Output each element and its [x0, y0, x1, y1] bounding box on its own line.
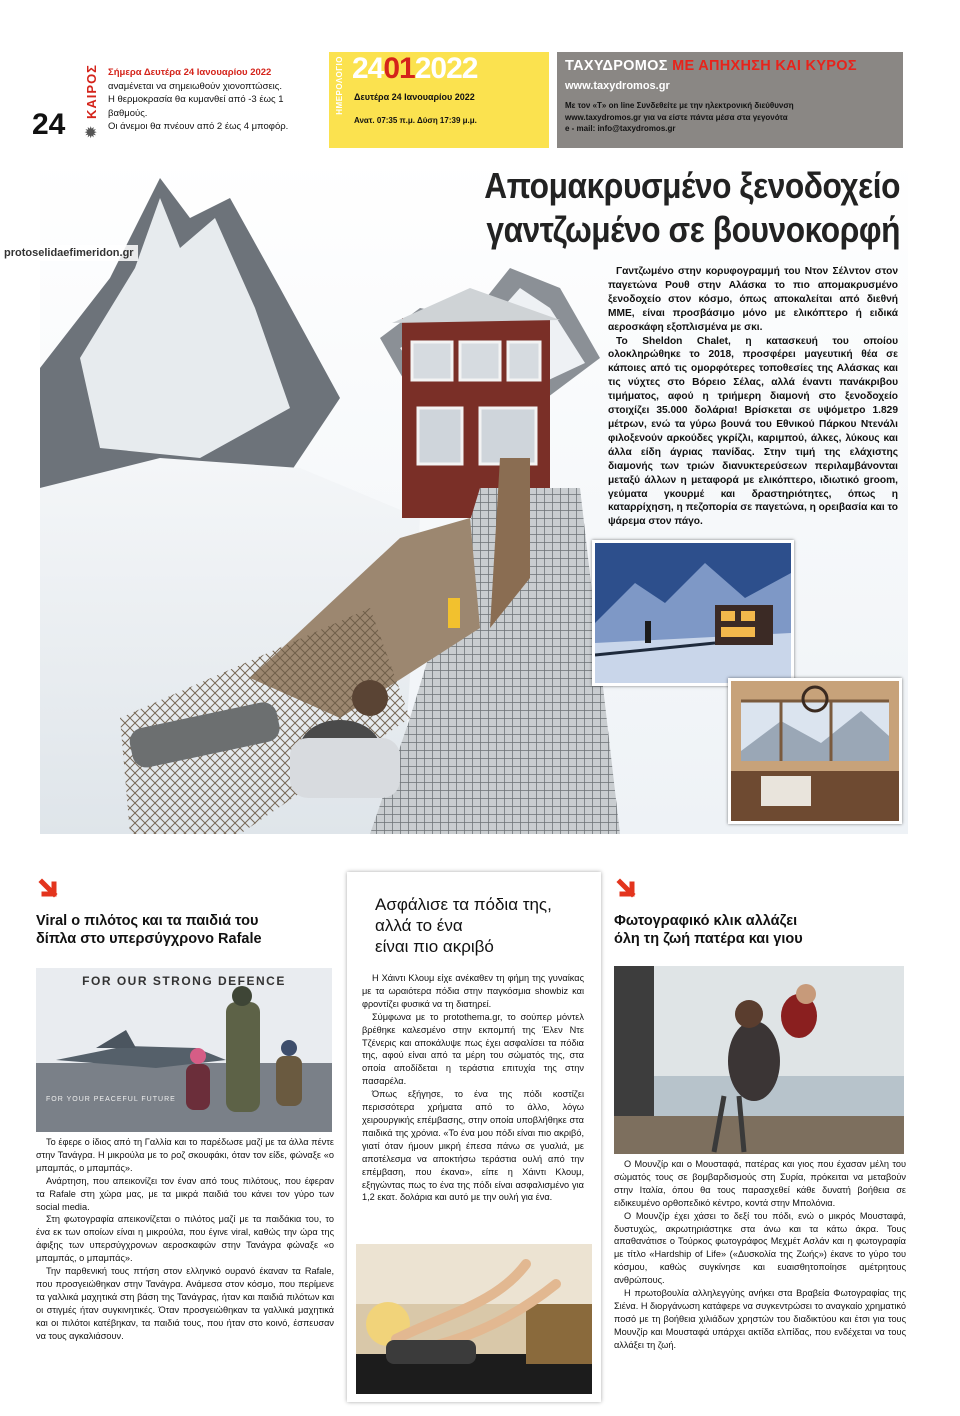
- hotel-interior-photo: [728, 678, 902, 824]
- calendar-day: Δευτέρα 24 Ιανουαρίου 2022: [354, 92, 475, 102]
- taxydromos-brand: ΤΑΧΥΔΡΟΜΟΣ: [565, 58, 668, 74]
- middle-title-line-1: Ασφάλισε τα πόδια της,: [375, 895, 552, 914]
- taxydromos-title: [565, 58, 857, 74]
- hotel-night-photo: [592, 540, 794, 686]
- father-son-photo: [614, 966, 904, 1154]
- page-number: 24: [32, 108, 66, 141]
- left-paragraph-4: Την παρθενική τους πτήση στον ελληνικό ουρανό έκαναν τα Rafale, που προσγειώθηκαν στην Τανάγρα. Ανάμεσα στον κόσμο, που περίμενε τα γαλλικά μαχητικά στη βάση της Τανάγρας, ήταν και παιδιά πιλότων και οι στιγμές ήταν συγκινητικές. Όταν προσγειώθηκαν τα γαλλικά μαχητικά και οι πιλότοι κατέβηκαν, τα παιδιά τους, που ήταν στο κοινό, έσπευσαν να τους αγκαλιάσουν.: [36, 1266, 334, 1341]
- main-headline-line-2: γαντζωμένο σε βουνοκορφή: [486, 209, 900, 250]
- calendar-date: [352, 52, 478, 86]
- taxydromos-line-3: e - mail: info@taxydromos.gr: [565, 124, 676, 133]
- middle-article-title: [375, 894, 595, 957]
- rafale-pilot-photo: [36, 968, 332, 1132]
- calendar-sunrise-sunset: Ανατ. 07:35 π.μ. Δύση 17:39 μ.μ.: [354, 116, 477, 125]
- weather-forecast: [108, 66, 318, 134]
- left-article-title: [36, 912, 332, 948]
- main-paragraph-1: Γαντζωμένο στην κορυφογραμμή του Ντον Σέλντον στον παγετώνα Ρουθ στην Αλάσκα το πιο απομακρυσμένο ξενοδοχείο στον κόσμο, όπως αποκαλείται από διεθνή ΜΜΕ, είναι προσβάσιμο μόνο με ελικόπτερο ή ειδικά αεροσκάφη εξοπλισμένα με σκι.: [608, 266, 898, 333]
- poster-bottom-text: FOR YOUR PEACEFUL FUTURE: [46, 1096, 176, 1103]
- taxydromos-slogan: ΜΕ ΑΠΗΧΗΣΗ ΚΑΙ ΚΥΡΟΣ: [672, 58, 857, 74]
- weather-label-text: ΚΑΙΡΟΣ: [84, 64, 99, 119]
- main-article-body: [608, 265, 898, 529]
- arrow-icon: [36, 876, 62, 902]
- sun-icon: ✹: [84, 124, 98, 142]
- heidi-klum-photo: [356, 1244, 592, 1394]
- watermark: protoselidaefimeridon.gr: [0, 245, 138, 261]
- middle-paragraph-3: Όπως εξήγησε, το ένα της πόδι κοστίζει περισσότερα χρήματα από το άλλο, λόγω χειρουργικής επέμβασης, στην οποία υποβλήθηκε στα παιδικά της χρόνια. «Το ένα μου πόδι είναι πιο ακριβό, γιατί όταν ήμουν μικρή έπεσα πάνω σε γυαλιά, με αποτέλεσμα να αποκτήσω τεράστια ουλή από την επέμβαση, που έκανα», είπε η Χάιντι Κλουμ, εξηγώντας πως το ένα της πόδι είναι ασφαλισμένο για 1,2 εκατ. δολάρια και αυτό με την ουλή για ένα.: [362, 1089, 584, 1203]
- taxydromos-url[interactable]: www.taxydromos.gr: [565, 80, 670, 92]
- weather-line-2: αναμένεται να σημειωθούν χιονοπτώσεις.: [108, 80, 283, 92]
- poster-top-text: FOR OUR STRONG DEFENCE: [82, 974, 286, 988]
- right-paragraph-2: Ο Μουνζίρ έχει χάσει το δεξί του πόδι, ενώ ο μικρός Μουσταφά, δυστυχώς, ακρωτηριάστηκε στα άνω και τα κάτω άκρα. Τους απαθανάτισε ο Τούρκος φωτογράφος Μεχμέτ Ασλάν και η φωτογραφία με τίτλο «Hardship of Life» («Δυσκολία της Ζωής») έκανε το γύρο του κόσμου, καθώς συγκίνησε και ευαισθητοποίησε αμέτρητους ανθρώπους.: [614, 1210, 906, 1286]
- arrow-icon: [614, 876, 640, 902]
- weather-line-3: Η θερμοκρασία θα κυμανθεί από -3 έως 1 βαθμούς.: [108, 94, 284, 119]
- calendar-label-text: ΗΜΕΡΟΛΟΓΙΟ: [335, 56, 344, 115]
- main-headline: [478, 164, 900, 252]
- left-paragraph-1: Το έφερε ο ίδιος από τη Γαλλία και το παρέδωσε μαζί με τα άλλα πέντε στην Τανάγρα. Η μικρούλα με το ροζ σκουφάκι, όταν τον είδε, φώναξε «ο μπαμπάς, ο μπαμπάς».: [36, 1137, 334, 1173]
- right-article-title: [614, 912, 904, 948]
- right-article-body: [614, 1158, 906, 1352]
- middle-paragraph-1: Η Χάιντι Κλουμ είχε ανέκαθεν τη φήμη της γυναίκας με τα ωραιότερα πόδια στην παγκόσμια showbiz και φροντίζει φυσικά να τη διατηρεί.: [362, 973, 584, 1009]
- weather-label: [84, 64, 104, 144]
- middle-article-body: [362, 972, 584, 1204]
- left-article-body: [36, 1136, 334, 1343]
- left-title-line-1: Viral ο πιλότος και τα παιδιά του: [36, 913, 259, 929]
- taxydromos-line-1: Με τον «Τ» on line Συνδεθείτε με την ηλεκτρονική διεύθυνση: [565, 101, 794, 110]
- weather-line-1: Σήμερα Δευτέρα 24 Ιανουαρίου 2022: [108, 67, 272, 78]
- main-paragraph-2: Το Sheldon Chalet, η κατασκευή του οποίου ολοκληρώθηκε το 2018, προσφέρει μαγευτική θέα σε κάποιες από τις ομορφότερες τοποθεσίες της Αλάσκας και τις νύχτες στο Βόρειο Σέλας, αλλά έναντι πανάκριβου τιμήματος, αφού η τριήμερη διαμονή στο ξενοδοχείο στοιχίζει 35.000 δολάρια! Βρίσκεται σε υψόμετρο 1.829 μέτρων, ενώ τα γύρω βουνά του Εθνικού Πάρκου Ντενάλι φιλοξενούν αρκούδες γκρίζλι, καριμπού, άλκες, λύκους και άλλα είδη άγριας πανίδας. Στην τιμή της ελάχιστης διαμονής των τριών διανυκτερεύσεων περιλαμβάνονται μεταξύ άλλων η μεταφορά με ελικόπτερο, ιδιωτικό groom, γεύματα γκουρμέ και δραστηριότητες, όπως η καταρρίχηση, η πεζοπορία σε παγετώνα, η ορειβασία και το ψάρεμα στον πάγο.: [608, 335, 898, 528]
- left-paragraph-3: Στη φωτογραφία απεικονίζεται ο πιλότος μαζί με τα παιδάκια του, το ένα εκ των οποίων είναι η μικρούλα, που έγινε viral, καθώς την ώρα της άφιξης των υπερσύγχρονων αεροσκαφών στην Τανάγρα φώναξε «ο μπαμπάς, ο μπαμπάς».: [36, 1214, 334, 1264]
- left-paragraph-2: Ανάρτηση, που απεικονίζει τον έναν από τους πιλότους, που έφεραν τα Rafale στη χώρα μας, με τα μικρά παιδιά του κάνει τον γύρο των social media.: [36, 1175, 334, 1212]
- taxydromos-info: [565, 100, 900, 135]
- middle-title-line-2: αλλά το ένα: [375, 916, 463, 935]
- middle-paragraph-2: Σύμφωνα με το protothema.gr, το σούπερ μόντελ βρέθηκε καλεσμένο στην εκπομπή της Έλεν Ντε Τζένερις και αποκάλυψε πως έχει ασφαλίσει τα πόδια της, αφού είναι από τα μέρη του σώματός της, στα οποία αποδίδεται η τεράστια επιτυχία της στην πασαρέλα.: [362, 1011, 584, 1087]
- right-paragraph-3: Η πρωτοβουλία αλληλεγγύης ανήκει στα Βραβεία Φωτογραφίας της Σιένα. Η διοργάνωση κατάφερε να συγκεντρώσει το αναγκαίο χρηματικό ποσό με τη βοήθεια χιλιάδων χρηστών του διαδικτύου και έτσι για τους Μουνζίρ και Μουσταφά υπάρχει ακτίδα ελπίδας, που ενδέχεται να τους αλλάξει τη ζωή.: [614, 1288, 906, 1350]
- right-paragraph-1: Ο Μουνζίρ και ο Μουσταφά, πατέρας και γιος που έχασαν μέλη του σώματός τους σε βομβαρδισμούς στη Συρία, πρόκειται να μεταβούν στην Ιταλία, όπου θα τους παρασχεθεί κάθε δυνατή βοήθεια σε ειδικευμένο ορθοπεδικό κέντρο, κοντά στην Μπολόνια.: [614, 1159, 906, 1208]
- weather-line-4: Οι άνεμοι θα πνέουν από 2 έως 4 μποφόρ.: [108, 121, 289, 132]
- main-headline-line-1: Απομακρυσμένο ξενοδοχείο: [484, 165, 900, 206]
- calendar-date-day: 24: [352, 52, 384, 85]
- rafale-pilot-image: [36, 968, 332, 1132]
- calendar-label: [335, 56, 347, 144]
- left-title-line-2: δίπλα στο υπερσύγχρονο Rafale: [36, 931, 262, 947]
- calendar-date-year: 2022: [414, 52, 478, 85]
- right-title-line-1: Φωτογραφικό κλικ αλλάζει: [614, 913, 798, 929]
- middle-title-line-3: είναι πιο ακριβό: [375, 937, 494, 956]
- taxydromos-line-2: www.taxydromos.gr για να είστε πάντα μέσα στα γεγονότα: [565, 112, 788, 122]
- calendar-date-month: 01: [383, 52, 415, 85]
- right-title-line-2: όλη τη ζωή πατέρα και γιου: [614, 931, 803, 947]
